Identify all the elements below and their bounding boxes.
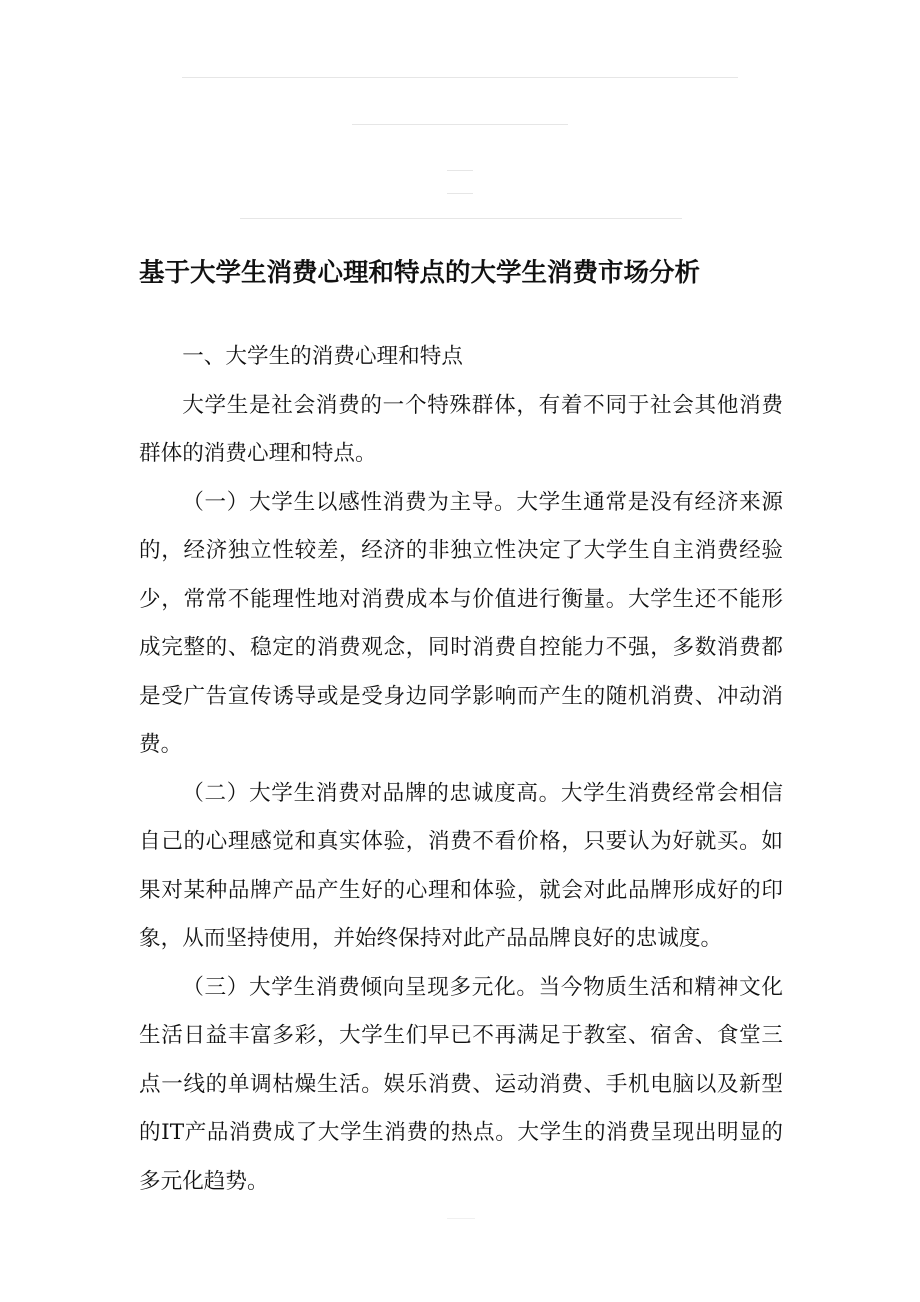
document-body: [139, 333, 783, 1206]
footer-rule: [447, 1218, 475, 1219]
header-rule: [447, 193, 473, 194]
body-paragraph: （一）大学生以感性消费为主导。大学生通常是没有经济来源的，经济独立性较差，经济的非独立性决定了大学生自主消费经验少，常常不能理性地对消费成本与价值进行衡量。大学生还不能形成完整的、稳定的消费观念，同时消费自控能力不强，多数消费都是受广告宣传诱导或是受身边同学影响而产生的随机消费、冲动消费。: [139, 489, 783, 757]
document-title: 基于大学生消费心理和特点的大学生消费市场分析: [139, 258, 701, 289]
section-heading: 一、大学生的消费心理和特点: [182, 344, 463, 369]
header-rule: [240, 218, 682, 219]
body-paragraph: （二）大学生消费对品牌的忠诚度高。大学生消费经常会相信自己的心理感觉和真实体验，消费不看价格，只要认为好就买。如果对某种品牌产品产生好的心理和体验，就会对此品牌形成好的印象，从而坚持使用，并始终保持对此产品品牌良好的忠诚度。: [139, 780, 783, 951]
body-paragraph: （三）大学生消费倾向呈现多元化。当今物质生活和精神文化生活日益丰富多彩，大学生们早已不再满足于教室、宿舍、食堂三点一线的单调枯燥生活。娱乐消费、运动消费、手机电脑以及新型的IT产品消费成了大学生消费的热点。大学生的消费呈现出明显的多元化趋势。: [139, 974, 783, 1194]
header-rule: [352, 124, 568, 125]
header-rule: [447, 170, 473, 171]
body-paragraph: 大学生是社会消费的一个特殊群体，有着不同于社会其他消费群体的消费心理和特点。: [139, 392, 783, 466]
header-rule: [182, 77, 738, 78]
